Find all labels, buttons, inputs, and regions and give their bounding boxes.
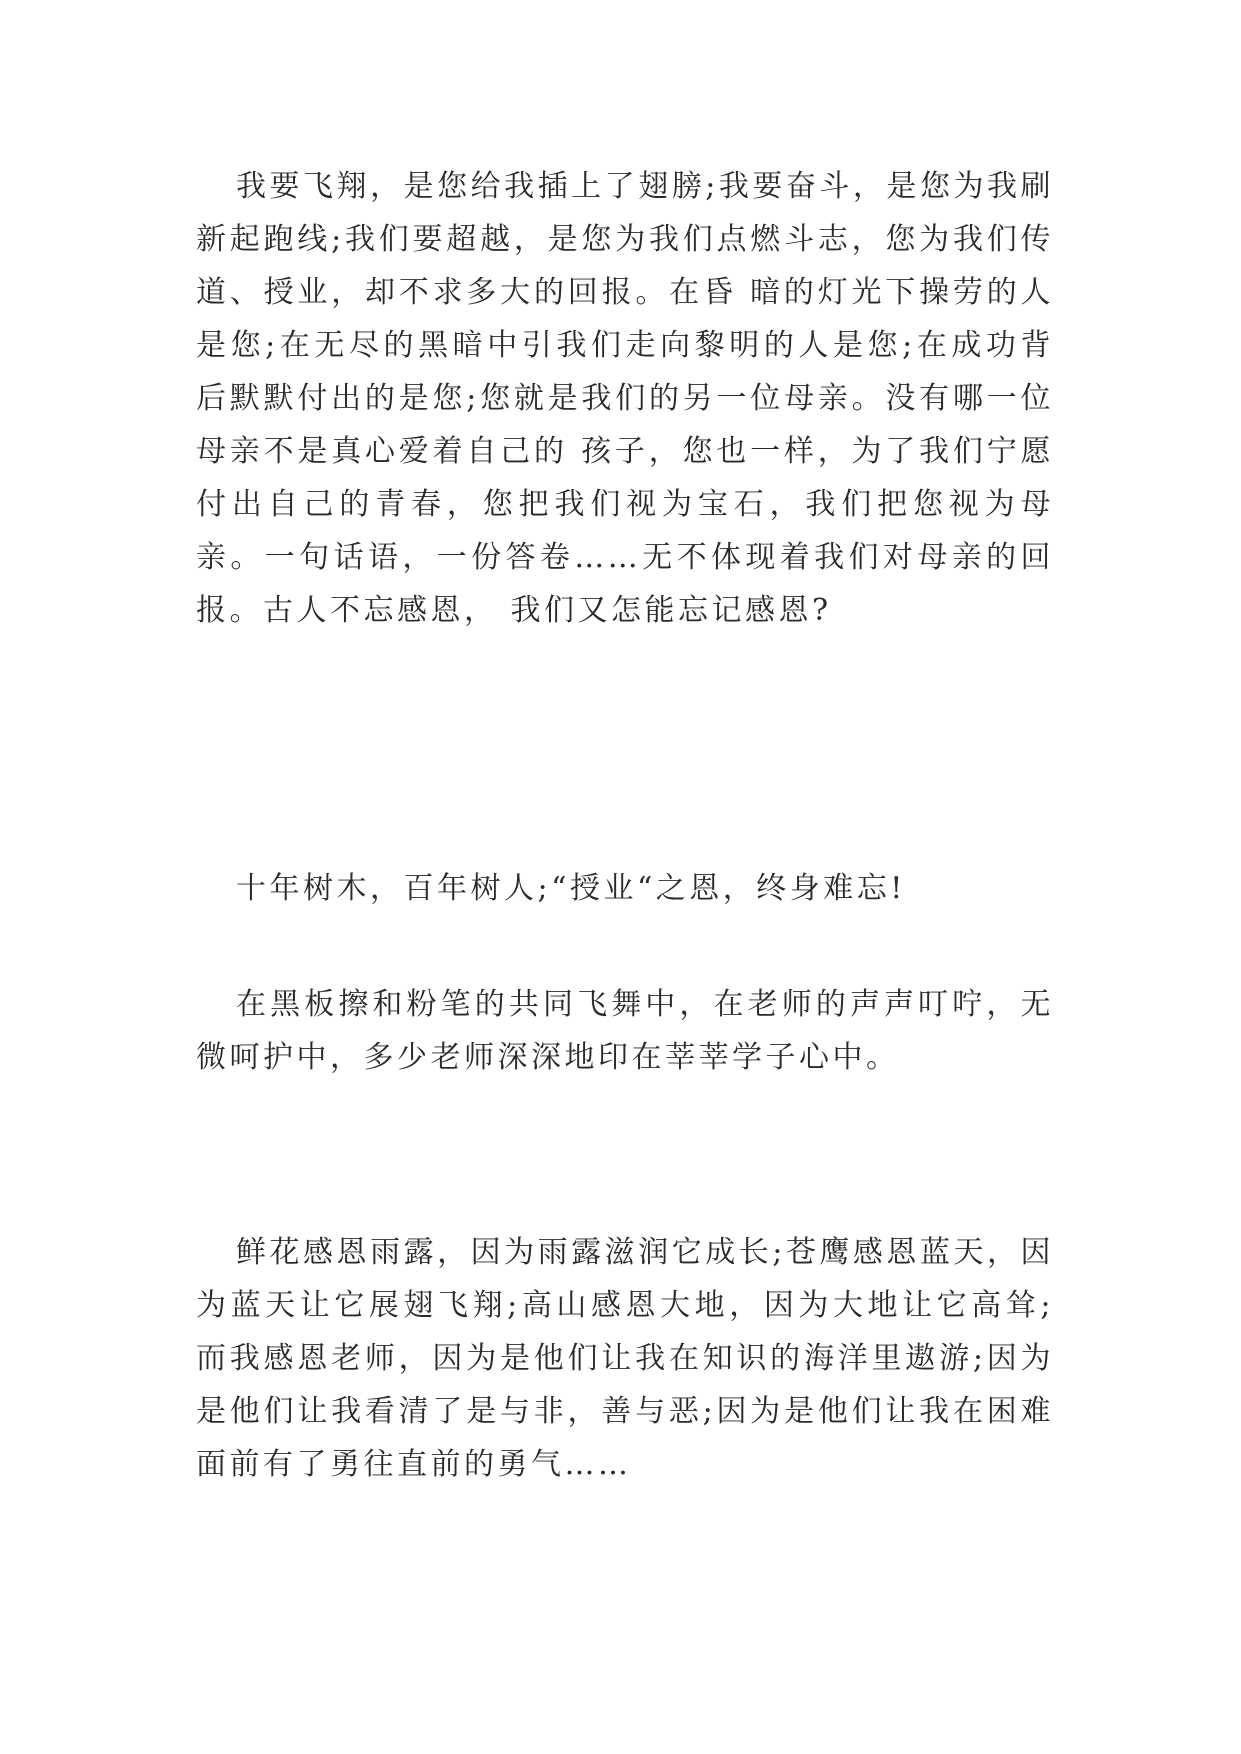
paragraph-gratitude-mother: 我要飞翔，是您给我插上了翅膀;我要奋斗，是您为我刷新起跑线;我们要超越，是您为我们点燃斗志，您为我们传道、授业，却不求多大的回报。在昏 暗的灯光下操劳的人是您;在无尽的黑暗中引我们走向黎明的人是您;在成功背后默默付出的是您;您就是我们的另一位母亲。没有哪一位母亲不是真心爱着自己的 孩子，您也一样，为了我们宁愿付出自己的青春，您把我们视为宝石，我们把您视为母亲。一句话语，一份答卷……无不体现着我们对母亲的回报。古人不忘感恩， 我们又怎能忘记感恩?: [196, 169, 1054, 628]
paragraph-thanks-teacher: 鲜花感恩雨露，因为雨露滋润它成长;苍鹰感恩蓝天，因为蓝天让它展翅飞翔;高山感恩大地，因为大地让它高耸;而我感恩老师，因为是他们让我在知识的海洋里遨游;因为是他们让我看清了是与非，善与恶;因为是他们让我在困难面前有了勇往直前的勇气……: [196, 1235, 1054, 1482]
paragraph-proverb: 十年树木，百年树人;“授业“之恩，终身难忘!: [236, 871, 906, 906]
paragraph-blackboard: 在黑板擦和粉笔的共同飞舞中，在老师的声声叮咛，无微呵护中，多少老师深深地印在莘莘学子心中。: [196, 987, 1054, 1075]
